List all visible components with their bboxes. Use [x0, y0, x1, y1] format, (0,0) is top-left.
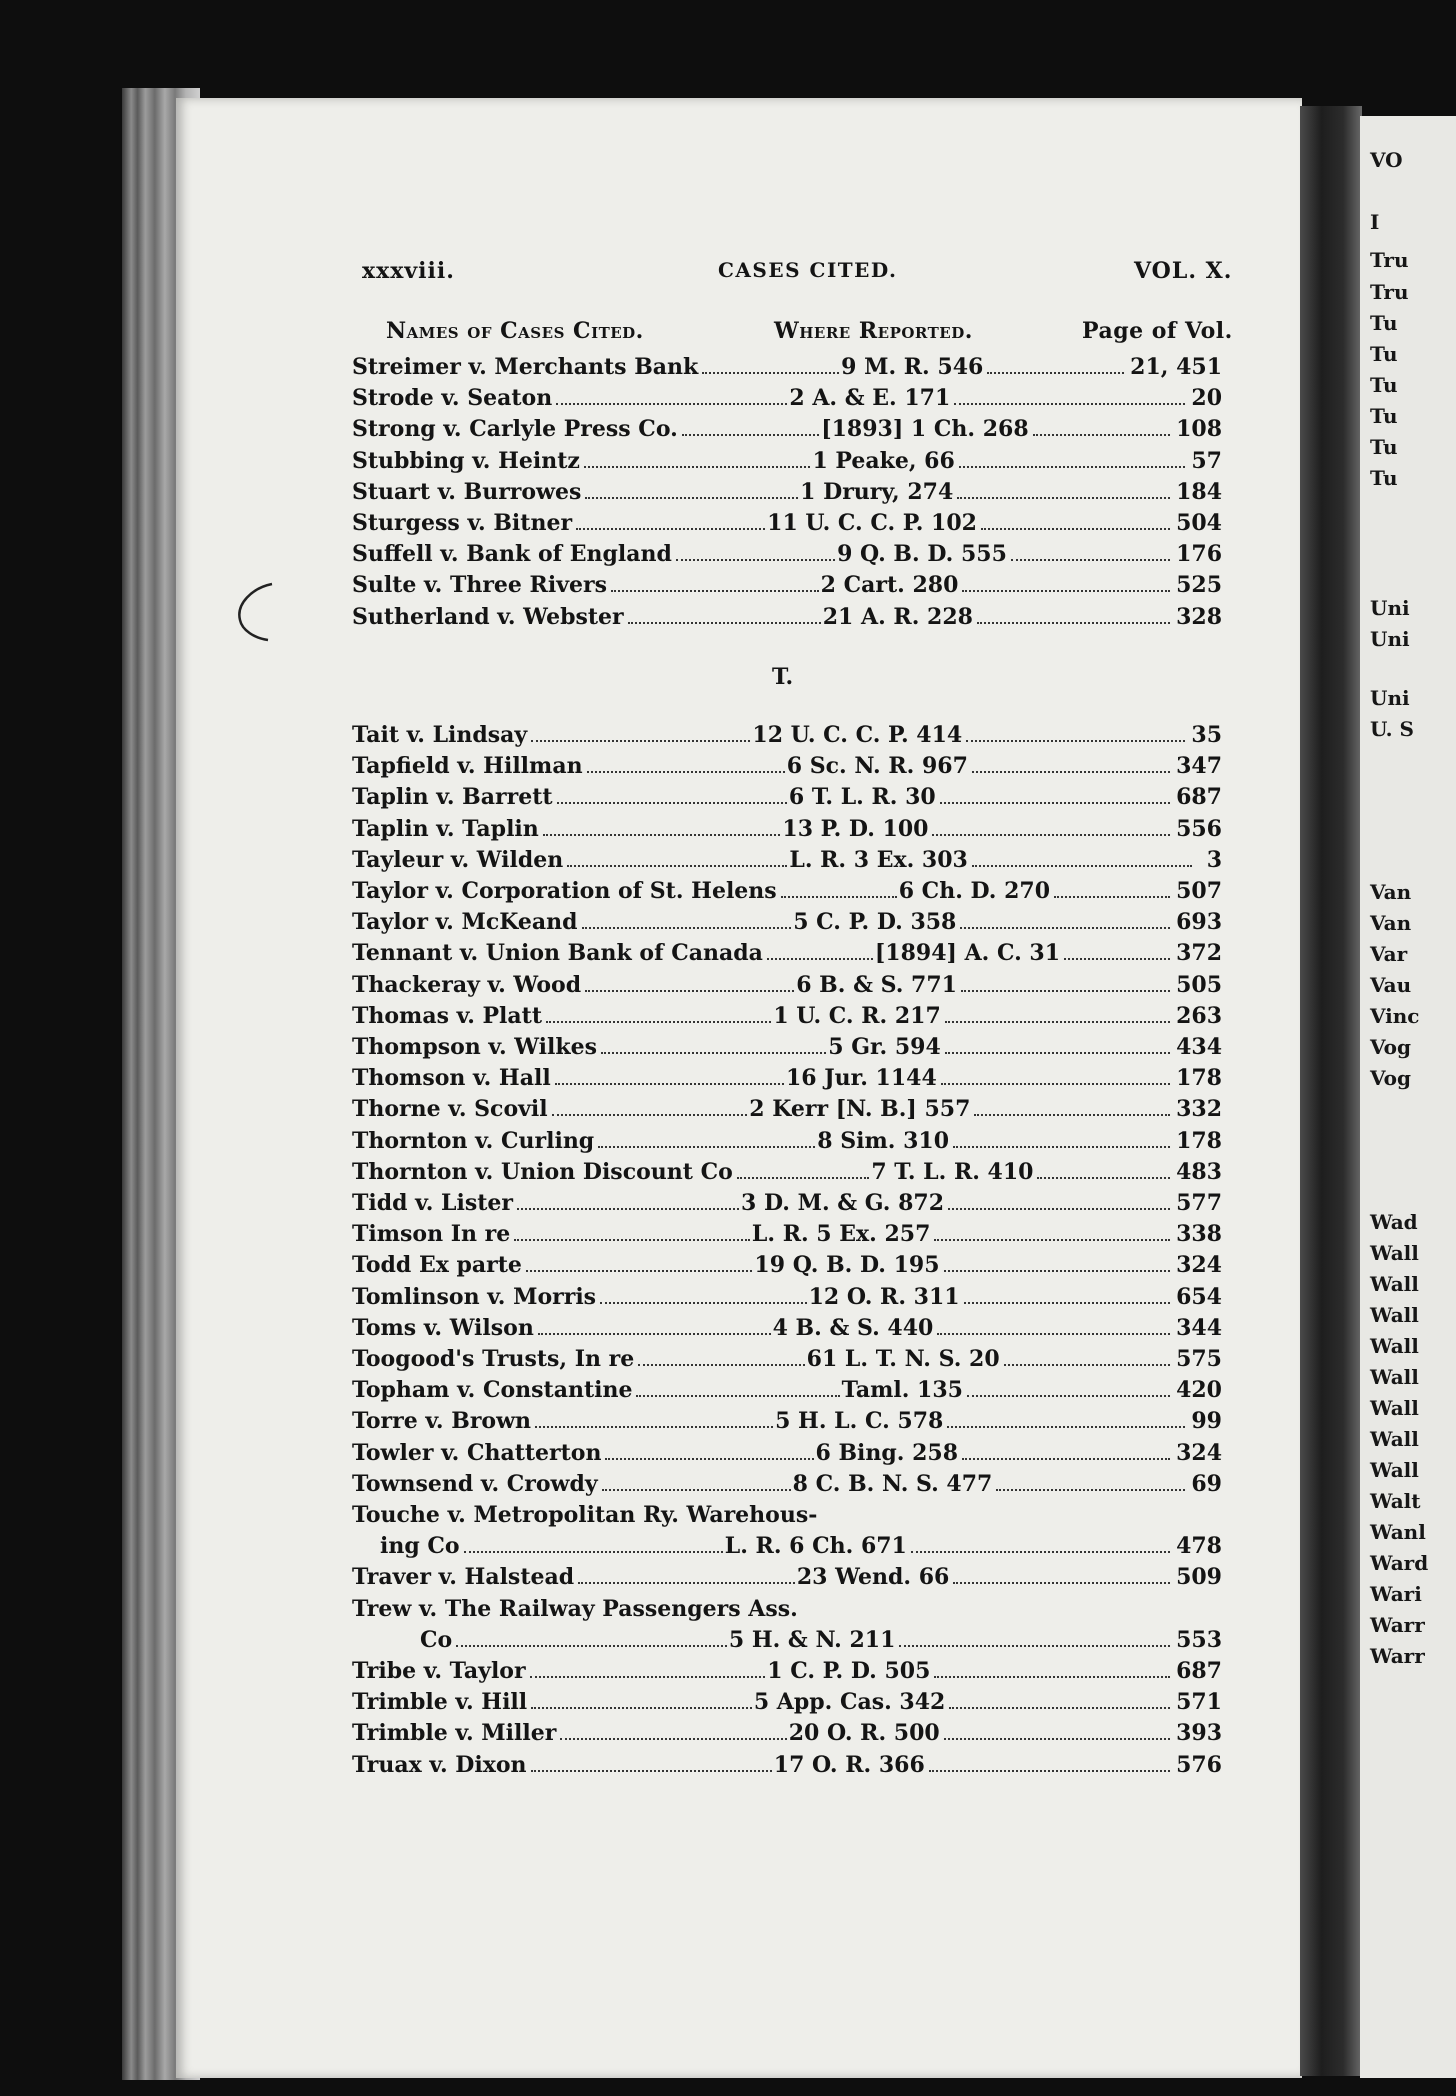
facing-page-fragment: Wad: [1370, 1210, 1418, 1234]
citation: 1 Peake, 66: [812, 447, 955, 474]
leader-dots: [960, 927, 1170, 929]
leader-dots: [636, 1395, 839, 1397]
case-row: [352, 354, 1222, 385]
leader-dots: [628, 622, 821, 624]
citation: 12 O. R. 311: [808, 1283, 960, 1310]
citation: [1894] A. C. 31: [874, 940, 1061, 967]
case-name: Sturgess v. Bitner: [352, 510, 573, 536]
case-row: [352, 1627, 1222, 1658]
facing-page-fragment: Tru: [1370, 248, 1409, 272]
facing-page-fragment: Warr: [1370, 1613, 1425, 1637]
citation: L. R. 6 Ch. 671: [724, 1533, 907, 1560]
leader-dots: [526, 1270, 753, 1272]
leader-dots: [567, 865, 787, 867]
citation: 13 P. D. 100: [782, 815, 929, 842]
citation: 3 D. M. & G. 872: [741, 1190, 945, 1216]
leader-dots: [767, 958, 873, 960]
facing-page-fragment: I: [1370, 210, 1380, 234]
citation: 4 B. & S. 440: [772, 1314, 934, 1341]
citation: 5 App. Cas. 342: [753, 1689, 946, 1716]
citation: 11 U. C. C. P. 102: [767, 510, 977, 536]
citation: 6 B. & S. 771: [796, 971, 957, 998]
facing-page: [1360, 116, 1456, 2078]
facing-page-fragment: Ward: [1370, 1551, 1429, 1575]
case-row: [352, 878, 1222, 909]
case-row: [352, 1128, 1222, 1159]
leader-dots: [962, 590, 1170, 592]
page-ref: 324: [1176, 1439, 1223, 1466]
facing-page-fragment: Tu: [1370, 311, 1398, 335]
case-row: [352, 1596, 1222, 1627]
case-name: Stuart v. Burrowes: [352, 478, 582, 505]
case-row: [352, 385, 1222, 416]
citation: L. R. 3 Ex. 303: [789, 846, 968, 873]
case-name: Thomson v. Hall: [352, 1065, 551, 1092]
case-row: [352, 541, 1222, 572]
leader-dots: [959, 466, 1186, 468]
case-row: [352, 1315, 1222, 1346]
leader-dots: [456, 1645, 727, 1647]
case-name: Taplin v. Taplin: [352, 815, 539, 842]
facing-page-fragment: Vog: [1370, 1035, 1412, 1059]
leader-dots: [1054, 896, 1170, 898]
citation: 5 H. & N. 211: [728, 1626, 896, 1653]
case-row: [352, 940, 1222, 971]
page-ref: 328: [1176, 603, 1223, 630]
case-name: Traver v. Halstead: [352, 1564, 575, 1591]
facing-page-fragment: Warr: [1370, 1644, 1425, 1668]
leader-dots: [944, 1738, 1170, 1740]
page-ref: 654: [1176, 1283, 1222, 1310]
case-name: Towler v. Chatterton: [352, 1439, 602, 1466]
case-row: [352, 1065, 1222, 1096]
case-name: Streimer v. Merchants Bank: [352, 354, 699, 380]
case-row: [352, 1252, 1222, 1283]
case-name: Toogood's Trusts, In re: [352, 1346, 635, 1372]
leader-dots: [543, 834, 781, 836]
case-name: Strong v. Carlyle Press Co.: [352, 416, 678, 443]
leader-dots: [911, 1551, 1170, 1553]
citation: Taml. 135: [841, 1377, 963, 1404]
case-row: [352, 604, 1222, 635]
leader-dots: [560, 1738, 786, 1740]
case-name: Taylor v. Corporation of St. Helens: [352, 878, 777, 904]
page-ref: 525: [1176, 572, 1223, 599]
facing-page-fragment: Tu: [1370, 373, 1398, 397]
facing-page-fragment: Wall: [1370, 1365, 1419, 1389]
facing-page-fragment: Vog: [1370, 1066, 1412, 1090]
case-name: Thompson v. Wilkes: [352, 1034, 597, 1060]
case-row: [352, 1440, 1222, 1471]
case-name: Co: [420, 1626, 453, 1653]
leader-dots: [932, 834, 1170, 836]
leader-dots: [961, 990, 1170, 992]
case-row: [352, 1689, 1222, 1720]
page-ref: 504: [1176, 510, 1222, 536]
case-name: Touche v. Metropolitan Ry. Warehous-: [352, 1502, 818, 1528]
citation: 12 U. C. C. P. 414: [752, 722, 963, 748]
leader-dots: [954, 403, 1185, 405]
citation: 61 L. T. N. S. 20: [806, 1346, 1000, 1372]
leader-dots: [953, 1582, 1170, 1584]
book-gutter: [1300, 106, 1362, 2076]
citation: 16 Jur. 1144: [785, 1065, 937, 1092]
leader-dots: [937, 1333, 1170, 1335]
page-ref: 57: [1191, 447, 1222, 474]
case-row: [352, 572, 1222, 603]
leader-dots: [538, 1333, 771, 1335]
case-name: Thomas v. Platt: [352, 1002, 542, 1029]
case-row: [352, 1159, 1222, 1190]
leader-dots: [531, 740, 750, 742]
page-ref: 687: [1176, 784, 1222, 811]
case-row: [352, 784, 1222, 815]
case-name: Sulte v. Three Rivers: [352, 572, 607, 599]
citation: 2 Cart. 280: [820, 572, 959, 599]
citation: 1 U. C. R. 217: [773, 1002, 941, 1029]
citation: 5 H. L. C. 578: [775, 1408, 944, 1435]
leader-dots: [899, 1645, 1170, 1647]
page-ref: 263: [1176, 1002, 1223, 1029]
leader-dots: [737, 1177, 870, 1179]
leader-dots: [981, 528, 1170, 530]
citation: 20 O. R. 500: [788, 1720, 940, 1747]
leader-dots: [535, 1426, 773, 1428]
citation: 1 C. P. D. 505: [767, 1658, 931, 1684]
page-ref: 553: [1176, 1626, 1223, 1653]
leader-dots: [682, 434, 819, 436]
case-name: Thackeray v. Wood: [352, 971, 582, 998]
leader-dots: [934, 1239, 1170, 1241]
case-row: [352, 1658, 1222, 1689]
leader-dots: [702, 372, 839, 374]
facing-page-fragment: Tu: [1370, 342, 1398, 366]
citation: 2 Kerr [N. B.] 557: [749, 1096, 971, 1123]
facing-page-fragment: Van: [1370, 880, 1412, 904]
case-name: Tayleur v. Wilden: [352, 846, 564, 873]
page-ref: 21, 451: [1130, 354, 1223, 380]
citation: 5 Gr. 594: [828, 1034, 941, 1060]
leader-dots: [781, 896, 897, 898]
handwritten-bracket-mark: [232, 580, 276, 644]
leader-dots: [638, 1364, 804, 1366]
citation: L. R. 5 Ex. 257: [751, 1221, 931, 1248]
leader-dots: [945, 1021, 1170, 1023]
case-row: [352, 972, 1222, 1003]
facing-page-fragment: Wall: [1370, 1427, 1419, 1451]
facing-page-fragment: Wall: [1370, 1272, 1419, 1296]
page-ref: 178: [1176, 1065, 1222, 1092]
page-title: CASES CITED.: [718, 258, 898, 282]
leader-dots: [949, 1707, 1170, 1709]
case-row: [352, 510, 1222, 541]
case-name: Trimble v. Hill: [352, 1689, 528, 1716]
citation: 6 Bing. 258: [815, 1439, 959, 1466]
case-row: [352, 416, 1222, 447]
case-name: Todd Ex parte: [352, 1252, 522, 1279]
leader-dots: [964, 1302, 1171, 1304]
leader-dots: [557, 802, 787, 804]
leader-dots: [944, 1270, 1171, 1272]
page-ref: 347: [1176, 753, 1223, 780]
page-ref: 434: [1176, 1034, 1223, 1060]
facing-page-fragment: Tru: [1370, 280, 1409, 304]
citation: 8 Sim. 310: [817, 1127, 949, 1154]
page-ref: 577: [1176, 1190, 1223, 1216]
leader-dots: [1033, 434, 1170, 436]
case-name: Townsend v. Crowdy: [352, 1470, 598, 1497]
page-ref: 571: [1176, 1689, 1222, 1716]
case-name: Tomlinson v. Morris: [352, 1283, 597, 1310]
leader-dots: [966, 740, 1185, 742]
facing-page-fragment: Tu: [1370, 466, 1398, 490]
leader-dots: [605, 1458, 813, 1460]
case-name: Torre v. Brown: [352, 1408, 532, 1435]
leader-dots: [957, 497, 1170, 499]
page-ref: 507: [1176, 878, 1223, 904]
case-row: [352, 448, 1222, 479]
page-ref: 509: [1176, 1564, 1222, 1591]
citation: 9 M. R. 546: [841, 354, 984, 380]
case-name: Tribe v. Taylor: [352, 1658, 526, 1684]
facing-page-fragment: Wall: [1370, 1303, 1419, 1327]
leader-dots: [530, 1676, 766, 1678]
case-row: [352, 1502, 1222, 1533]
volume-label: VOL. X.: [1134, 258, 1233, 284]
case-name: Taplin v. Barrett: [352, 784, 553, 811]
case-name: Truax v. Dixon: [352, 1751, 527, 1778]
facing-page-fragment: Wari: [1370, 1582, 1422, 1606]
case-row: [352, 909, 1222, 940]
leader-dots: [587, 771, 785, 773]
citation: 9 Q. B. D. 555: [837, 541, 1007, 568]
citation: 17 O. R. 366: [773, 1751, 925, 1778]
case-name: Thornton v. Curling: [352, 1127, 595, 1154]
page-ref: 693: [1176, 909, 1223, 936]
citation: 6 T. L. R. 30: [788, 784, 936, 811]
facing-page-fragment: Wall: [1370, 1458, 1419, 1482]
leader-dots: [977, 622, 1170, 624]
case-name: ing Co: [380, 1533, 460, 1560]
case-row: [352, 1003, 1222, 1034]
case-name: Thornton v. Union Discount Co: [352, 1158, 733, 1185]
leader-dots: [552, 1114, 748, 1116]
facing-page-fragment: Wanl: [1370, 1520, 1426, 1544]
leader-dots: [972, 865, 1192, 867]
facing-page-fragment: Vinc: [1370, 1004, 1420, 1028]
leader-dots: [601, 1052, 826, 1054]
leader-dots: [987, 372, 1124, 374]
facing-page-fragment: Vau: [1370, 973, 1412, 997]
citation: 2 A. & E. 171: [789, 385, 951, 412]
leader-dots: [582, 927, 792, 929]
leader-dots: [584, 466, 811, 468]
page-ref: 184: [1176, 478, 1223, 505]
page-ref: 332: [1176, 1096, 1223, 1123]
facing-page-fragment: Van: [1370, 911, 1412, 935]
leader-dots: [941, 1083, 1170, 1085]
case-row: [352, 1471, 1222, 1502]
leader-dots: [945, 1052, 1170, 1054]
leader-dots: [962, 1458, 1170, 1460]
leader-dots: [948, 1208, 1170, 1210]
leader-dots: [947, 1426, 1185, 1428]
case-name: Suffell v. Bank of England: [352, 541, 672, 568]
leader-dots: [585, 990, 794, 992]
leader-dots: [531, 1707, 752, 1709]
facing-page-fragment: VO: [1370, 148, 1403, 172]
page-ref: 176: [1176, 541, 1223, 568]
case-name: Taylor v. McKeand: [352, 909, 578, 936]
page-ref: 687: [1176, 1658, 1222, 1684]
page-ref: 483: [1176, 1158, 1222, 1185]
leader-dots: [1011, 559, 1170, 561]
leader-dots: [967, 1395, 1170, 1397]
case-name: Stubbing v. Heintz: [352, 447, 580, 474]
case-row: [352, 816, 1222, 847]
case-row: [352, 1221, 1222, 1252]
citation: 23 Wend. 66: [796, 1564, 950, 1591]
page-ref: 108: [1176, 416, 1223, 443]
leader-dots: [611, 590, 819, 592]
case-name: Topham v. Constantine: [352, 1377, 633, 1404]
citation: 8 C. B. N. S. 477: [792, 1470, 993, 1497]
section-letter-t: T.: [772, 664, 794, 690]
leader-dots: [953, 1146, 1170, 1148]
citation: 19 Q. B. D. 195: [754, 1252, 940, 1279]
column-header-names: Names of Cases Cited.: [386, 318, 644, 344]
case-row: [352, 1284, 1222, 1315]
page-ref: 69: [1191, 1470, 1222, 1497]
case-name: Timson In re: [352, 1221, 511, 1248]
leader-dots: [517, 1208, 739, 1210]
case-row: [352, 722, 1222, 753]
leader-dots: [972, 771, 1170, 773]
case-name: Tait v. Lindsay: [352, 722, 528, 748]
case-row: [352, 1377, 1222, 1408]
case-name: Thorne v. Scovil: [352, 1096, 548, 1123]
citation: 7 T. L. R. 410: [871, 1158, 1034, 1185]
case-name: Strode v. Seaton: [352, 385, 553, 412]
citation: 6 Sc. N. R. 967: [786, 753, 968, 780]
leader-dots: [1004, 1364, 1170, 1366]
leader-dots: [1037, 1177, 1170, 1179]
case-row: [352, 1720, 1222, 1751]
leader-dots: [546, 1021, 771, 1023]
leader-dots: [556, 403, 787, 405]
page-ref: 3: [1206, 846, 1222, 873]
facing-page-fragment: Walt: [1370, 1489, 1421, 1513]
page-ref: 420: [1176, 1377, 1222, 1404]
case-row: [352, 1408, 1222, 1439]
leader-dots: [600, 1302, 807, 1304]
case-name: Trimble v. Miller: [352, 1720, 557, 1747]
facing-page-fragment: Uni: [1370, 596, 1410, 620]
case-row: [352, 1564, 1222, 1595]
leader-dots: [940, 802, 1170, 804]
page-ref: 478: [1176, 1533, 1222, 1560]
citation: 1 Drury, 274: [800, 478, 954, 505]
case-row: [352, 479, 1222, 510]
leader-dots: [576, 528, 765, 530]
case-row: [352, 847, 1222, 878]
leader-dots: [1064, 958, 1170, 960]
leader-dots: [531, 1770, 772, 1772]
facing-page-fragment: Wall: [1370, 1241, 1419, 1265]
leader-dots: [676, 559, 835, 561]
page-ref: 393: [1176, 1720, 1223, 1747]
citation: 21 A. R. 228: [822, 603, 973, 630]
page-ref: 575: [1176, 1346, 1222, 1372]
facing-page-fragment: Tu: [1370, 435, 1398, 459]
case-name: Tennant v. Union Bank of Canada: [352, 940, 763, 967]
case-row: [352, 1346, 1222, 1377]
page-ref: 505: [1176, 971, 1223, 998]
leader-dots: [934, 1676, 1170, 1678]
case-row: [352, 1034, 1222, 1065]
facing-page-fragment: Wall: [1370, 1396, 1419, 1420]
leader-dots: [464, 1551, 723, 1553]
case-name: Sutherland v. Webster: [352, 603, 624, 630]
case-name: Toms v. Wilson: [352, 1314, 534, 1341]
page-ref: 20: [1191, 385, 1223, 412]
column-header-where: Where Reported.: [774, 318, 973, 344]
case-name: Trew v. The Railway Passengers Ass.: [352, 1595, 798, 1622]
case-row: [352, 1533, 1222, 1564]
page-ref: 372: [1176, 940, 1223, 967]
page-number: xxxviii.: [362, 258, 455, 284]
leader-dots: [602, 1489, 791, 1491]
facing-page-fragment: Tu: [1370, 404, 1398, 428]
leader-dots: [598, 1146, 815, 1148]
page-ref: 556: [1176, 815, 1222, 842]
leader-dots: [974, 1114, 1170, 1116]
page-ref: 576: [1176, 1751, 1222, 1778]
citation: 6 Ch. D. 270: [898, 878, 1051, 904]
page-ref: 178: [1176, 1127, 1222, 1154]
leader-dots: [585, 497, 798, 499]
facing-page-fragment: Wall: [1370, 1334, 1419, 1358]
leader-dots: [929, 1770, 1170, 1772]
facing-page-fragment: Uni: [1370, 627, 1410, 651]
leader-dots: [514, 1239, 750, 1241]
case-name: Tapfield v. Hillman: [352, 753, 583, 780]
leader-dots: [578, 1582, 795, 1584]
page-ref: 99: [1191, 1408, 1222, 1435]
case-row: [352, 1096, 1222, 1127]
facing-page-fragment: Var: [1370, 942, 1408, 966]
case-name: Tidd v. Lister: [352, 1190, 514, 1216]
page-ref: 338: [1176, 1221, 1222, 1248]
page-ref: 35: [1191, 722, 1223, 748]
page-ref: 344: [1176, 1314, 1223, 1341]
leader-dots: [555, 1083, 784, 1085]
leader-dots: [996, 1489, 1185, 1491]
facing-page-fragment: Uni: [1370, 686, 1410, 710]
column-header-page: Page of Vol.: [1082, 318, 1233, 344]
facing-page-fragment: U. S: [1370, 717, 1414, 741]
citation: [1893] 1 Ch. 268: [821, 416, 1029, 443]
case-row: [352, 1752, 1222, 1783]
citation: 5 C. P. D. 358: [793, 909, 957, 936]
case-row: [352, 1190, 1222, 1221]
case-row: [352, 753, 1222, 784]
page-ref: 324: [1176, 1252, 1222, 1279]
